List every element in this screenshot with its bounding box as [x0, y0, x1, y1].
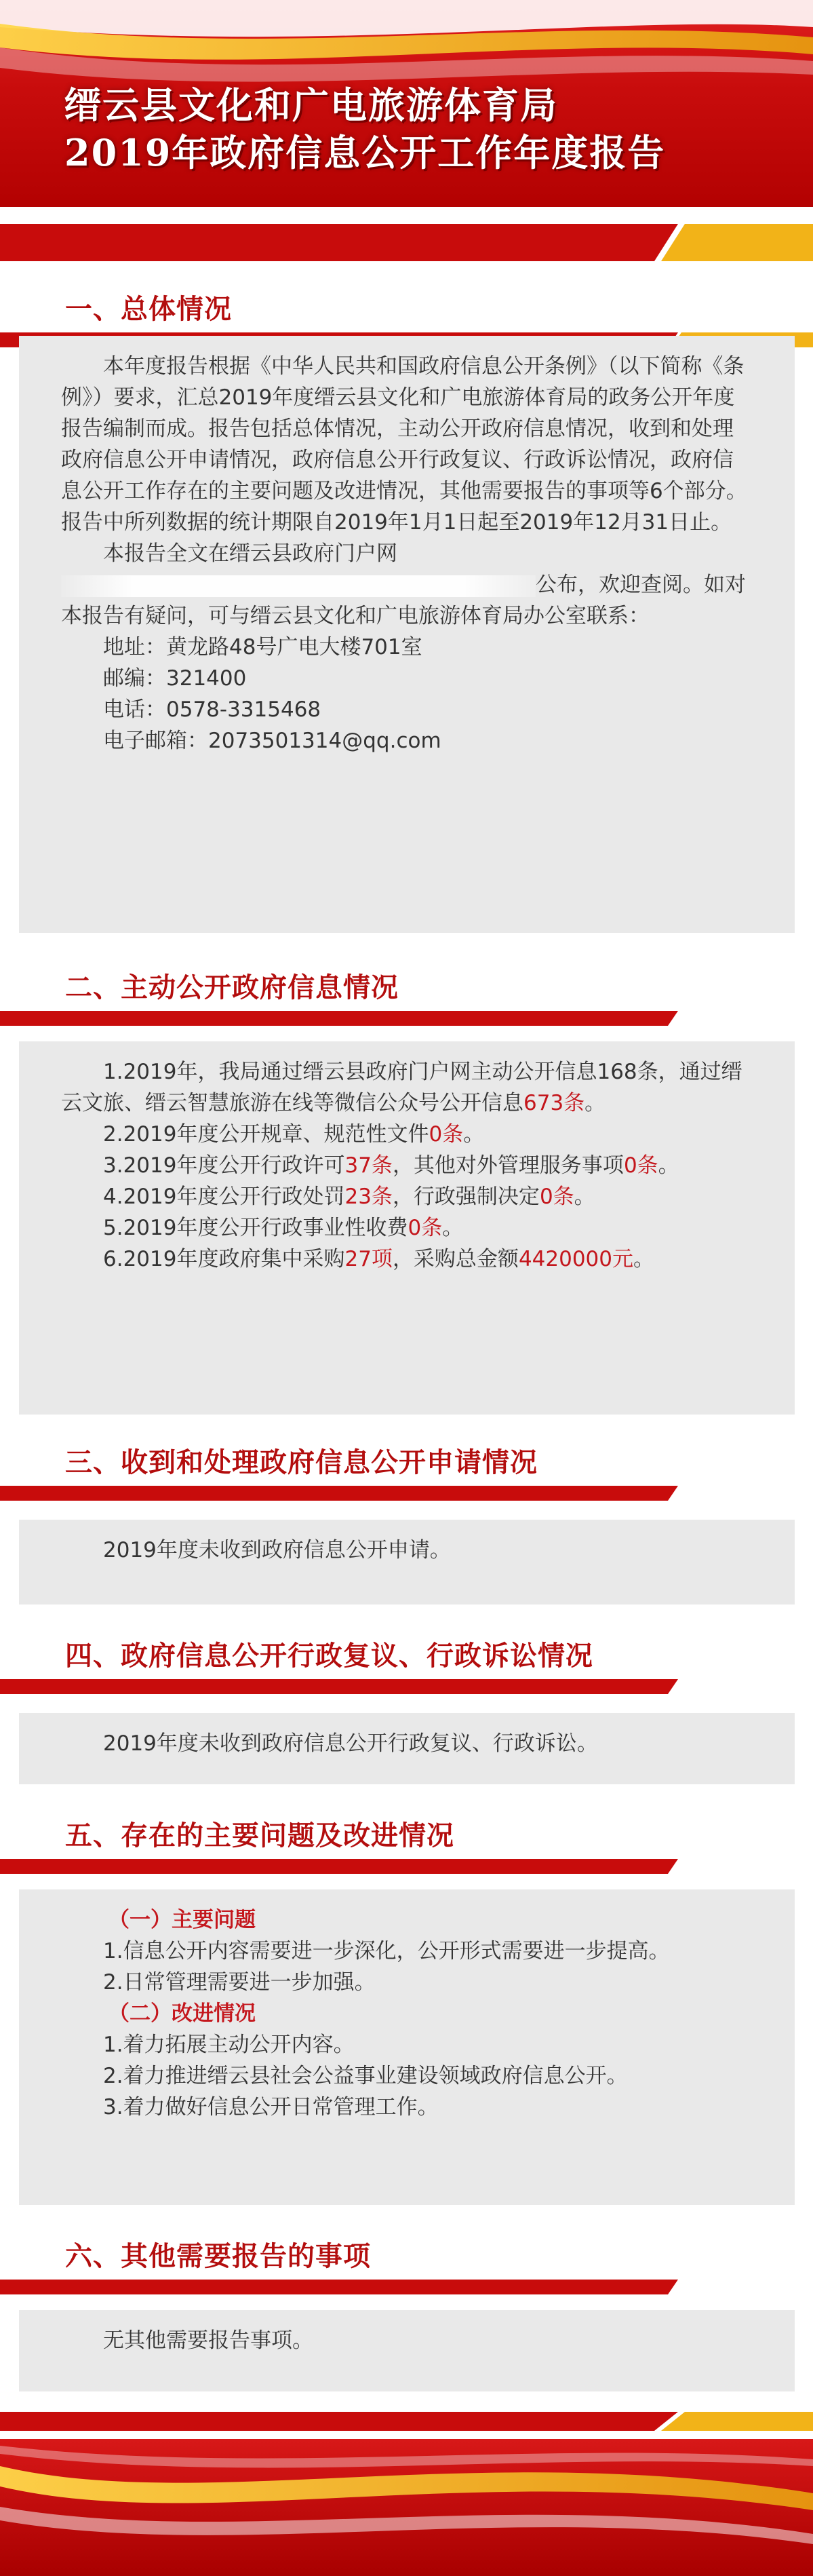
contact-postcode: 邮编：321400 — [103, 666, 247, 691]
section-4-bar — [0, 1679, 813, 1699]
section-5-bar — [0, 1859, 813, 1879]
section-2-bar — [0, 1011, 813, 1031]
report-title-line2: 2019年政府信息公开工作年度报告 — [64, 131, 666, 174]
publish-prefix: 本报告全文在缙云县政府门户网 — [103, 541, 397, 566]
improvement-item-3: 3.着力做好信息公开日常管理工作。 — [103, 2095, 439, 2119]
contact-email: 电子邮箱：2073501314@qq.com — [103, 729, 441, 753]
contact-address: 地址：黄龙路48号广电大楼701室 — [103, 635, 422, 659]
publish-item-4: 4.2019年度公开行政处罚23条，行政强制决定0条。 — [103, 1185, 595, 1209]
section-1-panel — [19, 336, 795, 933]
publish-item-6: 6.2019年度政府集中采购27项，采购总金额4420000元。 — [103, 1247, 654, 1271]
header-banner — [0, 0, 813, 224]
improvement-item-1: 1.着力拓展主动公开内容。 — [103, 2033, 355, 2057]
section-2-panel — [19, 1041, 795, 1415]
section-4-panel — [19, 1713, 795, 1784]
section-6-heading — [0, 2225, 813, 2313]
sub-heading-improvements: （二）改进情况 — [108, 2001, 256, 2026]
section-5-title: 五、存在的主要问题及改进情况 — [65, 1820, 454, 1851]
publish-item-3: 3.2019年度公开行政许可37条，其他对外管理服务事项0条。 — [103, 1153, 679, 1178]
problem-item-2: 2.日常管理需要进一步加强。 — [103, 1970, 376, 1995]
header-bottom-stripe — [0, 224, 813, 265]
section-3-heading — [0, 1431, 813, 1520]
section-3-title: 三、收到和处理政府信息公开申请情况 — [65, 1446, 538, 1478]
section-5-heading — [0, 1805, 813, 1893]
contact-phone: 电话：0578-3315468 — [103, 697, 321, 722]
publish-item-5: 5.2019年度公开行政事业性收费0条。 — [103, 1216, 464, 1240]
publish-item-1: 1.2019年，我局通过缙云县政府门户网主动公开信息168条，通过缙云文旅、缙云智慧旅游在线等微信公众号公开信息673条。 — [61, 1060, 742, 1115]
improvement-item-2: 2.着力推进缙云县社会公益事业建设领域政府信息公开。 — [103, 2064, 628, 2088]
section-5-panel — [19, 1889, 795, 2205]
section-6-panel — [19, 2310, 795, 2391]
footer-decoration — [0, 2412, 813, 2576]
publish-suffix: 公布，欢迎查阅。如对本报告有疑问，可与缙云县文化和广电旅游体育局办公室联系： — [61, 573, 746, 628]
section-6-text: 无其他需要报告事项。 — [103, 2328, 313, 2353]
problem-item-1: 1.信息公开内容需要进一步深化，公开形式需要进一步提高。 — [103, 1939, 670, 1963]
section-2-title: 二、主动公开政府信息情况 — [65, 972, 399, 1003]
sub-heading-problems: （一）主要问题 — [108, 1908, 256, 1932]
section-3-text: 2019年度未收到政府信息公开申请。 — [103, 1538, 451, 1562]
section-4-text: 2019年度未收到政府信息公开行政复议、行政诉讼。 — [103, 1731, 598, 1756]
title-block — [64, 81, 675, 176]
section-4-title: 四、政府信息公开行政复议、行政诉讼情况 — [65, 1640, 593, 1672]
section-6-title: 六、其他需要报告的事项 — [65, 2240, 371, 2272]
section-4-heading — [0, 1625, 813, 1713]
section-3-bar — [0, 1486, 813, 1506]
section-6-bar — [0, 2280, 813, 2300]
overview-paragraph: 本年度报告根据《中华人民共和国政府信息公开条例》（以下简称《条例》）要求，汇总2019年度缙云县文化和广电旅游体育局的政务公开年度报告编制而成。报告包括总体情况，主动公开政府信息情况，收到和处理政府信息公开申请情况，政府信息公开行政复议、行政诉讼情况，政府信息公开工作存在的主要问题及改进情况，其他需要报告的事项等6个部分。报告中所列数据的统计期限自2019年1月1日起至2019年12月31日止。 — [61, 354, 747, 535]
section-2-heading — [0, 957, 813, 1045]
redacted-url — [61, 575, 536, 597]
section-1-title: 一、总体情况 — [65, 293, 232, 325]
publish-item-2: 2.2019年度公开规章、规范性文件0条。 — [103, 1122, 485, 1147]
section-3-panel — [19, 1520, 795, 1604]
report-title-line1: 缙云县文化和广电旅游体育局 — [64, 83, 558, 127]
publish-paragraph — [61, 538, 753, 632]
